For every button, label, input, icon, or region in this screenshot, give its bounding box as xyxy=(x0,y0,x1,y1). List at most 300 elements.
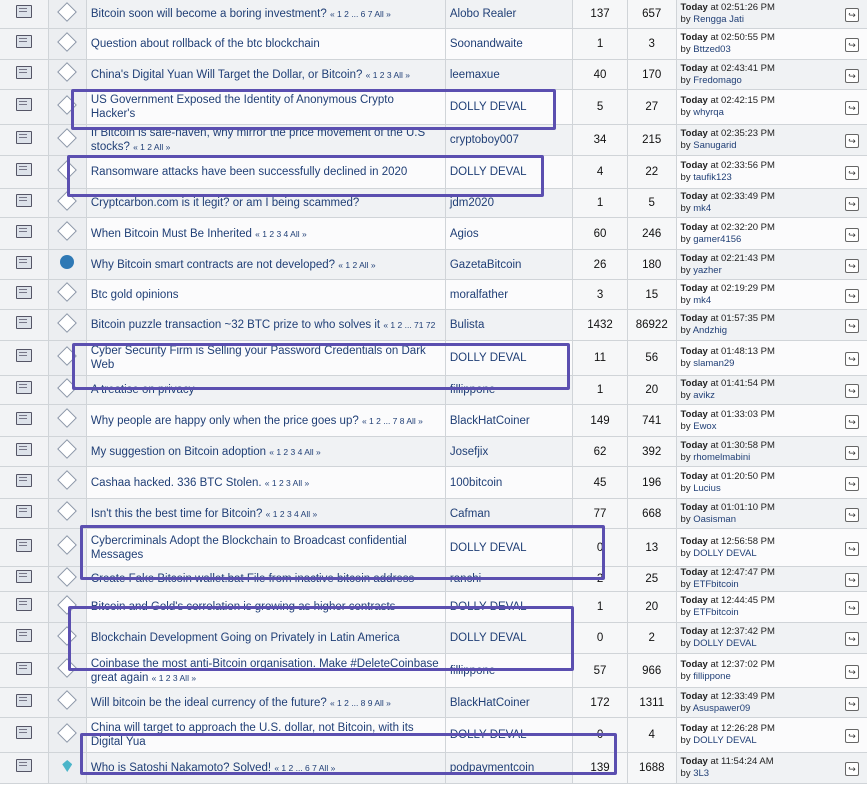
topic-type-cell xyxy=(0,250,48,280)
table-row xyxy=(0,688,867,718)
reply-count: 137 xyxy=(573,0,628,29)
last-poster-link[interactable]: Lucius xyxy=(693,482,721,494)
goto-last-post-icon[interactable]: ↪ xyxy=(845,573,859,587)
by-label: by xyxy=(680,638,694,649)
by-label: by xyxy=(680,74,694,86)
last-post-time xyxy=(681,756,863,768)
last-post-time xyxy=(681,313,863,325)
diamond-icon xyxy=(57,535,77,555)
diamond-icon xyxy=(57,282,77,302)
topic-link[interactable]: China will target to approach the U.S. dollar, not Bitcoin, with its Digital Yua xyxy=(90,722,414,748)
last-poster-link[interactable]: Asuspawer09 xyxy=(692,702,751,714)
topic-starter[interactable]: DOLLY DEVAL xyxy=(445,529,572,567)
last-poster-link[interactable]: mk4 xyxy=(693,203,712,214)
last-post-author xyxy=(681,579,863,591)
last-post-time xyxy=(681,659,863,671)
table-row xyxy=(0,529,867,567)
last-poster-link[interactable]: 3L3 xyxy=(693,768,710,779)
topic-link[interactable]: Blockchain Development Going on Privately in Latin America xyxy=(90,632,400,644)
last-post-author xyxy=(681,548,863,560)
by-label: by xyxy=(680,14,694,25)
last-post-timestamp: at 12:33:49 PM xyxy=(710,690,775,702)
topic-starter[interactable]: DOLLY DEVAL xyxy=(445,341,572,376)
topic-link[interactable]: Bitcoin and Gold's correlation is growing as higher contrasts xyxy=(90,601,396,613)
topic-starter[interactable]: Soonandwaite xyxy=(445,29,572,60)
topic-starter[interactable]: jdm2020 xyxy=(445,189,572,218)
goto-last-post-icon[interactable]: ↪ xyxy=(845,259,859,273)
goto-last-post-icon[interactable]: ↪ xyxy=(845,384,859,398)
last-post-cell xyxy=(676,623,867,654)
table-row xyxy=(0,499,867,529)
topic-link[interactable]: Who is Satoshi Nakamoto? Solved! xyxy=(90,762,272,774)
document-icon xyxy=(16,759,32,772)
table-row xyxy=(0,654,867,688)
topic-icon-cell xyxy=(48,0,86,29)
topic-starter[interactable]: leemaxue xyxy=(445,60,572,90)
last-post-timestamp: at 02:42:15 PM xyxy=(710,95,775,106)
last-post-author xyxy=(681,735,863,747)
topic-link[interactable]: Cyber Security Firm is Selling your Password Credentials on Dark Web xyxy=(90,345,426,371)
diamond-icon xyxy=(57,378,77,398)
diamond-icon xyxy=(57,128,77,148)
topic-link[interactable]: Why people are happy only when the price goes up? xyxy=(90,414,359,427)
goto-last-post-icon[interactable]: ↪ xyxy=(845,38,859,52)
by-label: by xyxy=(680,44,694,55)
last-post-timestamp: at 02:32:20 PM xyxy=(710,221,775,233)
last-post-time xyxy=(681,409,863,421)
topic-link[interactable]: Question about rollback of the btc blockchain xyxy=(90,38,320,50)
last-post-time xyxy=(681,723,863,735)
topic-link[interactable]: Cybercriminals Adopt the Blockchain to Broadcast confidential Messages xyxy=(90,534,407,561)
goto-last-post-icon[interactable]: ↪ xyxy=(845,289,859,303)
topic-link[interactable]: Will bitcoin be the ideal currency of the future? xyxy=(90,696,327,709)
last-post-timestamp: at 01:48:13 PM xyxy=(710,346,775,357)
reply-count: 0 xyxy=(573,529,628,567)
table-row xyxy=(0,567,867,592)
last-poster-link[interactable]: Ewox xyxy=(693,420,717,432)
last-post-cell xyxy=(676,688,867,718)
today-label: Today xyxy=(680,313,708,324)
today-label: Today xyxy=(680,439,708,451)
topic-starter[interactable]: moralfather xyxy=(445,280,572,310)
topic-starter[interactable]: DOLLY DEVAL xyxy=(445,156,572,189)
topic-link[interactable]: Btc gold opinions xyxy=(90,288,179,301)
last-post-author xyxy=(681,703,863,715)
topic-type-cell xyxy=(0,592,48,623)
gem-icon xyxy=(62,760,72,772)
last-post-time xyxy=(681,567,863,579)
last-post-timestamp: at 02:19:29 PM xyxy=(710,282,775,294)
last-poster-link[interactable]: Sanugarid xyxy=(693,140,737,151)
last-post-timestamp: at 12:26:28 PM xyxy=(710,723,775,734)
last-post-timestamp: at 02:43:41 PM xyxy=(710,62,775,74)
topic-link[interactable]: Why Bitcoin smart contracts are not developed? xyxy=(90,258,336,271)
table-row xyxy=(0,341,867,376)
document-icon xyxy=(16,163,32,176)
topic-link[interactable]: Cashaa hacked. 336 BTC Stolen. xyxy=(90,476,262,489)
topic-link[interactable]: Cryptcarbon.com is it legit? or am I being scammed? xyxy=(90,197,360,209)
by-label: by xyxy=(680,325,693,336)
reply-count: 11 xyxy=(573,341,628,376)
by-label: by xyxy=(680,579,694,590)
by-label: by xyxy=(680,670,694,682)
last-poster-link[interactable]: Andzhig xyxy=(692,325,728,336)
topic-link[interactable]: My suggestion on Bitcoin adoption xyxy=(90,445,267,458)
last-post-timestamp: at 02:33:49 PM xyxy=(710,191,775,202)
last-poster-link[interactable]: yazher xyxy=(693,264,722,276)
by-label: by xyxy=(680,390,694,401)
last-post-timestamp: at 01:30:58 PM xyxy=(710,439,775,451)
goto-last-post-icon[interactable]: ↪ xyxy=(845,69,859,83)
table-row xyxy=(0,189,867,218)
goto-last-post-icon[interactable]: ↪ xyxy=(845,134,859,148)
topic-icon-cell xyxy=(48,529,86,567)
diamond-icon xyxy=(57,313,77,333)
table-row xyxy=(0,125,867,156)
view-count: 392 xyxy=(627,437,676,467)
topic-subject-cell xyxy=(86,592,445,623)
reply-count: 149 xyxy=(573,405,628,437)
last-poster-link[interactable]: avikz xyxy=(693,390,715,401)
view-count: 215 xyxy=(627,125,676,156)
goto-last-post-icon[interactable]: ↪ xyxy=(845,729,859,743)
diamond-icon xyxy=(57,2,77,22)
topic-type-cell xyxy=(0,499,48,529)
topic-type-cell xyxy=(0,29,48,60)
diamond-icon xyxy=(57,595,77,615)
last-post-timestamp: at 02:33:56 PM xyxy=(710,160,775,171)
reply-count: 0 xyxy=(573,718,628,753)
document-icon xyxy=(16,381,32,394)
topic-starter[interactable]: fillippone xyxy=(445,376,572,405)
page-links[interactable]: « 1 2 ... 8 9 All » xyxy=(329,697,391,708)
topic-icon-cell xyxy=(48,753,86,784)
last-post-timestamp: at 12:37:42 PM xyxy=(710,626,775,637)
last-poster-link[interactable]: rhomelmabini xyxy=(693,451,751,463)
last-post-timestamp: at 02:35:23 PM xyxy=(710,128,775,139)
topic-starter[interactable]: Bulista xyxy=(445,310,572,341)
last-post-author xyxy=(681,768,863,780)
last-post-cell xyxy=(676,592,867,623)
by-label: by xyxy=(680,107,694,118)
last-poster-link[interactable]: ETFbitcoin xyxy=(693,579,739,590)
reply-count: 60 xyxy=(573,218,628,250)
view-count: 4 xyxy=(627,718,676,753)
topic-starter[interactable]: DOLLY DEVAL xyxy=(445,90,572,125)
topic-starter[interactable]: cryptoboy007 xyxy=(445,125,572,156)
last-post-cell xyxy=(676,341,867,376)
last-post-author xyxy=(681,75,863,87)
topic-link[interactable]: Isn't this the best time for Bitcoin? xyxy=(90,507,263,520)
topic-subject-cell xyxy=(86,218,445,250)
page-links[interactable]: « 1 2 3 All » xyxy=(264,477,310,488)
document-icon xyxy=(16,131,32,144)
topic-subject-cell xyxy=(86,156,445,189)
today-label: Today xyxy=(680,567,708,578)
today-label: Today xyxy=(680,690,708,702)
topic-starter[interactable]: DOLLY DEVAL xyxy=(445,623,572,654)
topic-link[interactable]: Ransomware attacks have been successfully declined in 2020 xyxy=(90,166,408,178)
topic-subject-cell xyxy=(86,376,445,405)
goto-last-post-icon[interactable]: ↪ xyxy=(845,166,859,180)
goto-last-post-icon[interactable]: ↪ xyxy=(845,446,859,460)
topic-starter[interactable]: DOLLY DEVAL xyxy=(445,718,572,753)
topic-starter[interactable]: Agios xyxy=(445,218,572,250)
last-post-time xyxy=(681,595,863,607)
topic-link[interactable]: Create Fake Bitcoin wallet.bat File from inactive bitcoin address xyxy=(90,573,415,585)
goto-last-post-icon[interactable]: ↪ xyxy=(845,8,859,22)
topic-starter[interactable]: podpaymentcoin xyxy=(445,753,572,784)
reply-count: 4 xyxy=(573,156,628,189)
topic-starter[interactable]: fillippone xyxy=(445,654,572,688)
reply-count: 45 xyxy=(573,467,628,499)
page-links[interactable]: « 1 2 3 4 All » xyxy=(265,508,318,519)
last-poster-link[interactable]: DOLLY DEVAL xyxy=(693,735,757,746)
topic-link[interactable]: Coinbase the most anti-Bitcoin organisation. Make #DeleteCoinbase great again xyxy=(90,657,439,684)
last-post-cell xyxy=(676,90,867,125)
topic-starter[interactable]: BlackHatCoiner xyxy=(445,405,572,437)
today-label: Today xyxy=(680,470,708,482)
diamond-icon xyxy=(57,221,77,241)
view-count: 3 xyxy=(627,29,676,60)
diamond-icon xyxy=(57,626,77,646)
topic-link[interactable]: A treatise on privacy xyxy=(90,384,195,396)
table-row xyxy=(0,0,867,29)
last-post-cell xyxy=(676,310,867,341)
topic-icon-cell xyxy=(48,60,86,90)
today-label: Today xyxy=(680,346,708,357)
table-row xyxy=(0,718,867,753)
topic-subject-cell xyxy=(86,437,445,467)
goto-last-post-icon[interactable]: ↪ xyxy=(845,632,859,646)
goto-last-post-icon[interactable]: ↪ xyxy=(845,542,859,556)
today-label: Today xyxy=(680,626,708,637)
today-label: Today xyxy=(680,535,708,547)
document-icon xyxy=(16,5,32,18)
topic-subject-cell xyxy=(86,310,445,341)
last-post-cell xyxy=(676,753,867,784)
topic-starter[interactable]: 100bitcoin xyxy=(445,467,572,499)
last-poster-link[interactable]: fillippone xyxy=(693,670,731,682)
document-icon xyxy=(16,412,32,425)
reply-count: 2 xyxy=(573,567,628,592)
last-poster-link[interactable]: Bttzed03 xyxy=(693,44,731,55)
page-links[interactable]: « 1 2 3 4 All » xyxy=(255,228,307,239)
last-poster-link[interactable]: mk4 xyxy=(693,294,712,306)
page-links[interactable]: « 1 2 All » xyxy=(133,142,171,152)
topic-icon-cell xyxy=(48,280,86,310)
last-post-cell xyxy=(676,654,867,688)
last-post-timestamp: at 01:41:54 PM xyxy=(710,378,775,389)
topic-starter[interactable]: BlackHatCoiner xyxy=(445,688,572,718)
last-post-time xyxy=(681,128,863,140)
by-label: by xyxy=(680,607,694,618)
topic-icon-cell xyxy=(48,688,86,718)
last-poster-link[interactable]: Rengga Jati xyxy=(693,14,744,25)
view-count: 25 xyxy=(627,567,676,592)
goto-last-post-icon[interactable]: ↪ xyxy=(845,319,859,333)
last-post-timestamp: at 02:51:26 PM xyxy=(710,2,775,13)
by-label: by xyxy=(680,420,694,432)
view-count: 180 xyxy=(627,250,676,280)
today-label: Today xyxy=(680,378,708,389)
topic-starter[interactable]: GazetaBitcoin xyxy=(445,250,572,280)
topic-type-cell xyxy=(0,341,48,376)
last-post-timestamp: at 11:54:24 AM xyxy=(710,756,774,767)
today-label: Today xyxy=(680,128,708,139)
last-poster-link[interactable]: Oasisman xyxy=(693,513,736,525)
topic-starter[interactable]: Alobo Realer xyxy=(445,0,572,29)
reply-count: 62 xyxy=(573,437,628,467)
page-links[interactable]: « 1 2 ... 71 72 xyxy=(383,320,436,330)
last-post-author xyxy=(681,421,863,433)
document-icon xyxy=(16,505,32,518)
last-post-author xyxy=(681,140,863,152)
document-icon xyxy=(16,98,32,111)
topic-starter[interactable]: DOLLY DEVAL xyxy=(445,592,572,623)
last-post-cell xyxy=(676,0,867,29)
document-icon xyxy=(16,256,32,269)
table-row xyxy=(0,29,867,60)
last-post-cell xyxy=(676,718,867,753)
topic-type-cell xyxy=(0,310,48,341)
topic-icon-cell xyxy=(48,592,86,623)
goto-last-post-icon[interactable]: ↪ xyxy=(845,477,859,491)
topic-subject-cell xyxy=(86,718,445,753)
topic-link[interactable]: China's Digital Yuan Will Target the Dollar, or Bitcoin? xyxy=(90,68,363,81)
reply-count: 3 xyxy=(573,280,628,310)
last-poster-link[interactable]: taufik123 xyxy=(693,172,732,183)
last-post-cell xyxy=(676,156,867,189)
topic-link[interactable]: When Bitcoin Must Be Inherited xyxy=(90,227,252,240)
page-links[interactable]: « 1 2 All » xyxy=(338,259,376,270)
topic-type-cell xyxy=(0,623,48,654)
goto-last-post-icon[interactable]: ↪ xyxy=(845,101,859,115)
diamond-icon xyxy=(57,501,77,521)
today-label: Today xyxy=(680,160,708,171)
last-post-cell xyxy=(676,529,867,567)
last-poster-link[interactable]: whyrqa xyxy=(693,107,724,118)
by-label: by xyxy=(680,451,694,463)
last-post-time xyxy=(681,160,863,172)
topic-starter[interactable]: ranchi xyxy=(445,567,572,592)
page-links[interactable]: « 1 2 3 All » xyxy=(151,672,197,683)
today-label: Today xyxy=(680,408,708,420)
page-links[interactable]: « 1 2 ... 6 7 All » xyxy=(329,9,391,19)
topic-type-cell xyxy=(0,688,48,718)
topic-type-cell xyxy=(0,567,48,592)
view-count: 56 xyxy=(627,341,676,376)
last-post-cell xyxy=(676,189,867,218)
document-icon xyxy=(16,286,32,299)
diamond-icon xyxy=(57,346,77,366)
topic-starter[interactable]: Cafman xyxy=(445,499,572,529)
topic-subject-cell xyxy=(86,654,445,688)
last-post-author xyxy=(681,44,863,56)
page-links[interactable]: « 1 2 3 All » xyxy=(365,69,411,80)
reply-count: 1432 xyxy=(573,310,628,341)
diamond-icon xyxy=(57,470,77,490)
topic-icon-cell xyxy=(48,567,86,592)
topic-type-cell xyxy=(0,437,48,467)
last-poster-link[interactable]: DOLLY DEVAL xyxy=(693,638,757,649)
last-post-cell xyxy=(676,60,867,90)
goto-last-post-icon[interactable]: ↪ xyxy=(845,601,859,615)
goto-last-post-icon[interactable]: ↪ xyxy=(845,665,859,679)
last-post-timestamp: at 01:33:03 PM xyxy=(710,408,775,420)
last-poster-link[interactable]: Fredomago xyxy=(693,74,742,86)
goto-last-post-icon[interactable]: ↪ xyxy=(845,228,859,242)
topic-link[interactable]: US Government Exposed the Identity of Anonymous Crypto Hacker's xyxy=(90,94,394,120)
last-post-author xyxy=(681,671,863,683)
topic-type-cell xyxy=(0,90,48,125)
last-post-timestamp: at 12:47:47 PM xyxy=(710,567,775,578)
reply-count: 139 xyxy=(573,753,628,784)
topic-subject-cell xyxy=(86,60,445,90)
topic-link[interactable]: If Bitcoin is safe-haven, why mirror the price movement of the U.S stocks? xyxy=(90,127,426,153)
last-post-author xyxy=(681,203,863,215)
topic-type-cell xyxy=(0,60,48,90)
by-label: by xyxy=(680,294,694,306)
page-links[interactable]: « 1 2 ... 7 8 All » xyxy=(361,415,423,426)
last-post-time xyxy=(681,191,863,203)
document-icon xyxy=(16,225,32,238)
diamond-icon xyxy=(57,95,77,115)
last-post-cell xyxy=(676,29,867,60)
document-icon xyxy=(16,629,32,642)
view-count: 966 xyxy=(627,654,676,688)
last-post-cell xyxy=(676,125,867,156)
document-icon xyxy=(16,662,32,675)
last-post-cell xyxy=(676,250,867,280)
last-poster-link[interactable]: slaman29 xyxy=(693,358,735,369)
last-post-time xyxy=(681,502,863,514)
table-row xyxy=(0,753,867,784)
last-poster-link[interactable]: DOLLY DEVAL xyxy=(693,547,757,559)
page-links[interactable]: « 1 2 3 4 All » xyxy=(269,446,321,457)
last-poster-link[interactable]: ETFbitcoin xyxy=(693,607,739,618)
document-icon xyxy=(16,349,32,362)
last-post-timestamp: at 02:21:43 PM xyxy=(710,252,775,264)
goto-last-post-icon[interactable]: ↪ xyxy=(845,508,859,522)
today-label: Today xyxy=(680,95,708,106)
topic-link[interactable]: Bitcoin puzzle transaction ~32 BTC prize to who solves it xyxy=(90,319,381,331)
goto-last-post-icon[interactable]: ↪ xyxy=(845,415,859,429)
page-links[interactable]: « 1 2 ... 6 7 All » xyxy=(274,763,336,773)
topic-type-cell xyxy=(0,189,48,218)
goto-last-post-icon[interactable]: ↪ xyxy=(845,197,859,211)
last-post-time xyxy=(681,63,863,75)
topic-type-cell xyxy=(0,718,48,753)
last-post-cell xyxy=(676,499,867,529)
topic-type-cell xyxy=(0,753,48,784)
topic-subject-cell xyxy=(86,280,445,310)
document-icon xyxy=(16,35,32,48)
by-label: by xyxy=(680,264,694,276)
document-icon xyxy=(16,474,32,487)
last-poster-link[interactable]: gamer4156 xyxy=(693,233,742,245)
view-count: 27 xyxy=(627,90,676,125)
last-post-time xyxy=(681,346,863,358)
by-label: by xyxy=(680,203,694,214)
topic-link[interactable]: Bitcoin soon will become a boring investment? xyxy=(90,8,327,20)
goto-last-post-icon[interactable]: ↪ xyxy=(845,352,859,366)
last-post-author xyxy=(681,107,863,119)
topic-starter[interactable]: Josefjix xyxy=(445,437,572,467)
goto-last-post-icon[interactable]: ↪ xyxy=(845,762,859,776)
goto-last-post-icon[interactable]: ↪ xyxy=(845,697,859,711)
document-icon xyxy=(16,316,32,329)
